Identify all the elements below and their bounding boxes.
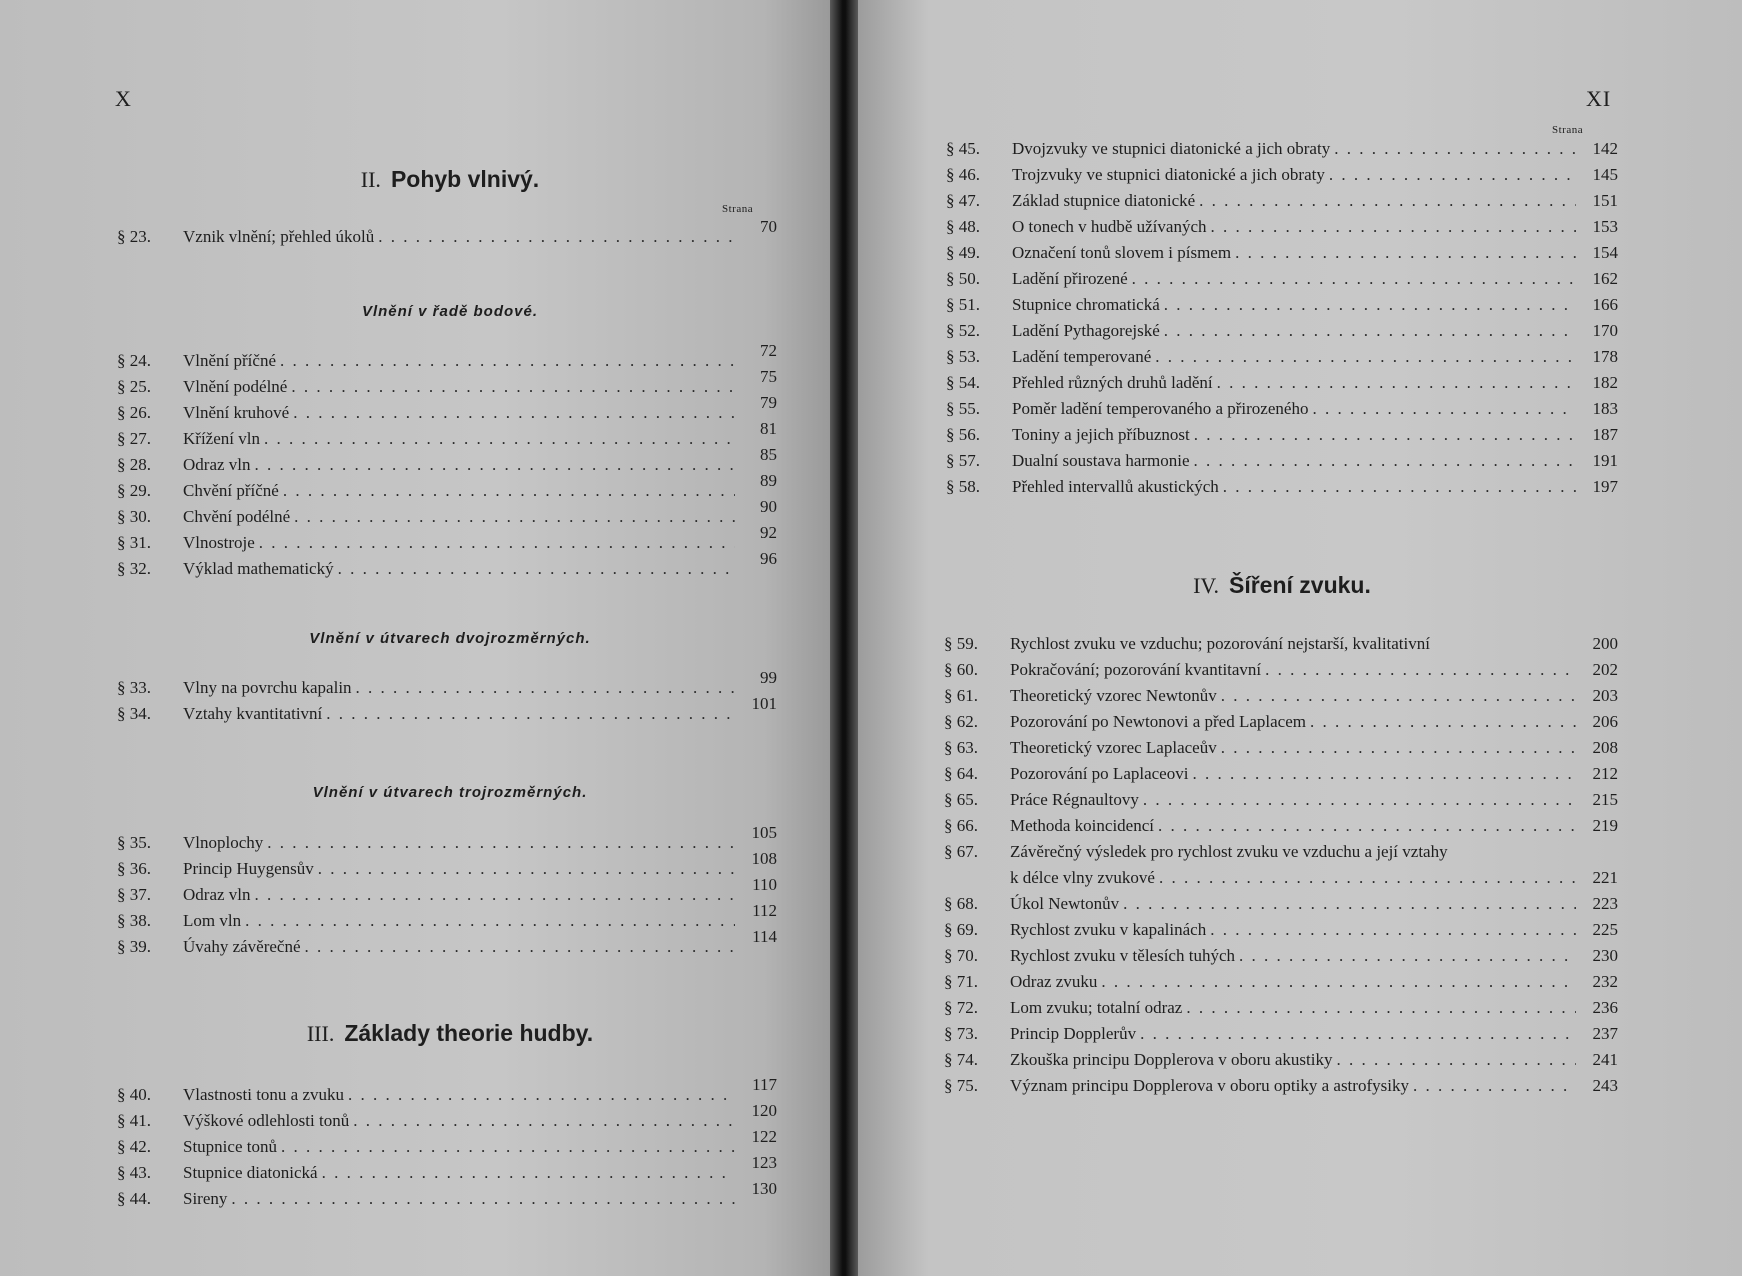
entry-title: Přehled intervallů akustických — [1012, 477, 1219, 496]
page-ref: 99 — [760, 668, 777, 687]
right-page — [858, 0, 1742, 1276]
section-number: § 71. — [944, 972, 978, 991]
section-number: § 29. — [117, 481, 151, 500]
page-ref: 178 — [1592, 347, 1618, 366]
page-ref: 70 — [760, 217, 777, 236]
page-ref: 243 — [1592, 1076, 1618, 1095]
toc-entry — [946, 240, 1618, 266]
entry-title: Vztahy kvantitativní — [183, 704, 323, 723]
dot-leader — [259, 530, 735, 556]
entry-title: Vlnění podélné — [183, 377, 288, 396]
dot-leader — [1310, 709, 1576, 735]
dot-leader — [1164, 318, 1576, 344]
section-number: § 37. — [117, 885, 151, 904]
page-ref: 85 — [760, 445, 777, 464]
section-number: § 48. — [946, 217, 980, 236]
entry-title: Princip Dopplerův — [1010, 1024, 1137, 1043]
section-number: § 56. — [946, 425, 980, 444]
toc-entry — [944, 1073, 1618, 1099]
dot-leader — [1159, 865, 1576, 891]
dot-leader — [1334, 136, 1576, 162]
subsection-title: Vlnění v útvarech trojrozměrných. — [312, 784, 588, 801]
dot-leader — [231, 1186, 735, 1212]
chapter-name: Základy theorie hudby. — [344, 1020, 594, 1046]
page-number: X — [115, 86, 132, 111]
toc-entry — [946, 474, 1618, 500]
dot-leader — [326, 701, 735, 727]
entry-title: Přehled různých druhů ladění — [1012, 373, 1213, 392]
entry-title: Poměr ladění temperovaného a přirozeného — [1012, 399, 1309, 418]
toc-entry — [117, 341, 777, 374]
section-number: § 45. — [946, 139, 980, 158]
toc-list-b — [944, 631, 1618, 1099]
toc-entry — [117, 393, 777, 426]
dot-leader — [1123, 891, 1576, 917]
section-number: § 57. — [946, 451, 980, 470]
entry-title: Vznik vlnění; přehled úkolů — [183, 227, 375, 246]
toc-entry — [117, 217, 777, 250]
dot-leader — [283, 478, 735, 504]
page-ref: 112 — [752, 901, 777, 920]
dot-leader — [1336, 1047, 1576, 1073]
toc-entry — [946, 344, 1618, 370]
dot-leader — [378, 224, 735, 250]
page-ref: 182 — [1592, 373, 1618, 392]
page-ref: 223 — [1592, 894, 1618, 913]
section-number: § 65. — [944, 790, 978, 809]
toc-entry — [946, 162, 1618, 188]
toc-entry — [117, 549, 777, 582]
entry-title: Princip Huygensův — [183, 859, 314, 878]
entry-title: Chvění příčné — [183, 481, 279, 500]
dot-leader — [280, 348, 735, 374]
entry-title: Odraz vln — [183, 885, 251, 904]
section-number: § 63. — [944, 738, 978, 757]
toc-entry — [944, 839, 1618, 865]
section-number: § 62. — [944, 712, 978, 731]
section-number: § 52. — [946, 321, 980, 340]
toc-entry — [946, 448, 1618, 474]
entry-title: Odraz zvuku — [1010, 972, 1098, 991]
section-number: § 38. — [117, 911, 151, 930]
section-number: § 30. — [117, 507, 151, 526]
dot-leader — [1155, 344, 1576, 370]
toc-entry — [944, 787, 1618, 813]
toc-entry — [944, 865, 1618, 891]
page-ref: 162 — [1592, 269, 1618, 288]
toc-entry — [944, 891, 1618, 917]
dot-leader — [1143, 787, 1576, 813]
section-number: § 72. — [944, 998, 978, 1017]
page-ref: 203 — [1592, 686, 1618, 705]
page-ref: 237 — [1592, 1024, 1618, 1043]
entry-title: Vlnostroje — [183, 533, 255, 552]
dot-leader — [1164, 292, 1576, 318]
page-ref: 215 — [1592, 790, 1618, 809]
section-number: § 61. — [944, 686, 978, 705]
entry-title: Dvojzvuky ve stupnici diatonické a jich obraty — [1012, 139, 1331, 158]
page-ref: 153 — [1592, 217, 1618, 236]
dot-leader — [293, 400, 735, 426]
dot-leader — [318, 856, 735, 882]
entry-title: Dualní soustava harmonie — [1012, 451, 1190, 470]
dot-leader — [338, 556, 735, 582]
dot-leader — [1217, 370, 1576, 396]
dot-leader — [1186, 995, 1576, 1021]
entry-title: Pozorování po Laplaceovi — [1010, 764, 1189, 783]
dot-leader — [267, 830, 735, 856]
page-number: XI — [1586, 86, 1612, 111]
section-number: § 31. — [117, 533, 151, 552]
entry-title: Sireny — [183, 1189, 228, 1208]
page-ref: 241 — [1592, 1050, 1618, 1069]
section-number: § 34. — [117, 704, 151, 723]
page-ref: 117 — [752, 1075, 777, 1094]
toc-entry — [946, 266, 1618, 292]
page-ref: 89 — [760, 471, 777, 490]
left-page — [0, 0, 830, 1276]
toc-entry — [944, 709, 1618, 735]
page-ref: 145 — [1592, 165, 1618, 184]
toc-entry — [117, 694, 777, 727]
dot-leader — [294, 504, 735, 530]
toc-entry — [117, 849, 777, 882]
entry-title: Vlnoplochy — [183, 833, 264, 852]
section-number: § 36. — [117, 859, 151, 878]
dot-leader — [255, 452, 735, 478]
entry-title: Vlnění příčné — [183, 351, 276, 370]
page-ref: 232 — [1592, 972, 1618, 991]
section-number: § 47. — [946, 191, 980, 210]
toc-entry — [117, 497, 777, 530]
page-ref: 123 — [751, 1153, 777, 1172]
strana-label: Strana — [722, 203, 754, 215]
toc-entry — [946, 292, 1618, 318]
entry-title: Lom zvuku; totalní odraz — [1010, 998, 1183, 1017]
dot-leader — [1210, 917, 1576, 943]
section-number: § 60. — [944, 660, 978, 679]
dot-leader — [291, 374, 735, 400]
toc-entry — [944, 969, 1618, 995]
page-ref: 108 — [751, 849, 777, 868]
section-number: § 58. — [946, 477, 980, 496]
page-ref: 183 — [1592, 399, 1618, 418]
section-number: § 27. — [117, 429, 151, 448]
chapter-number: II. — [360, 167, 381, 192]
section-number: § 43. — [117, 1163, 151, 1182]
toc-entry — [117, 1153, 777, 1186]
section-number: § 64. — [944, 764, 978, 783]
toc-entry — [944, 683, 1618, 709]
toc-entry — [944, 631, 1618, 657]
dot-leader — [1413, 1073, 1576, 1099]
toc-entry — [944, 761, 1618, 787]
dot-leader — [281, 1134, 735, 1160]
subsection-title: Vlnění v útvarech dvojrozměrných. — [309, 630, 591, 647]
page-ref: 122 — [751, 1127, 777, 1146]
toc-list-a — [946, 136, 1618, 500]
dot-leader — [1199, 188, 1576, 214]
toc-entry — [944, 1021, 1618, 1047]
dot-leader — [1192, 761, 1576, 787]
page-ref: 72 — [760, 341, 777, 360]
chapter-number: III. — [306, 1021, 335, 1046]
dot-leader — [264, 426, 735, 452]
page-ref: 219 — [1592, 816, 1618, 835]
toc-entry — [944, 813, 1618, 839]
page-ref: 90 — [760, 497, 777, 516]
chapter-title-4 — [946, 572, 1618, 599]
dot-leader — [1194, 448, 1576, 474]
dot-leader — [1312, 396, 1576, 422]
entry-title: k délce vlny zvukové — [1010, 868, 1155, 887]
page-ref: 105 — [751, 823, 777, 842]
toc-list-c — [117, 668, 777, 727]
toc-entry — [946, 188, 1618, 214]
entry-title: Stupnice tonů — [183, 1137, 277, 1156]
toc-entry — [944, 735, 1618, 761]
subsection-title: Vlnění v řadě bodové. — [361, 303, 539, 320]
chapter-number: IV. — [1193, 573, 1219, 598]
page-ref: 154 — [1592, 243, 1618, 262]
section-number: § 39. — [117, 937, 151, 956]
entry-title: Úkol Newtonův — [1010, 894, 1120, 913]
page-ref: 142 — [1592, 139, 1618, 158]
dot-leader — [1211, 214, 1577, 240]
page-ref: 96 — [760, 549, 777, 568]
section-number: § 51. — [946, 295, 980, 314]
section-number: § 70. — [944, 946, 978, 965]
dot-leader — [322, 1160, 735, 1186]
page-ref: 92 — [760, 523, 777, 542]
section-number: § 53. — [946, 347, 980, 366]
toc-entry — [946, 422, 1618, 448]
toc-entry — [944, 1047, 1618, 1073]
toc-list-a — [117, 217, 777, 250]
entry-title: Úvahy závěrečné — [183, 937, 301, 956]
chapter-name: Šíření zvuku. — [1229, 572, 1371, 598]
entry-title: Rychlost zvuku v kapalinách — [1010, 920, 1207, 939]
toc-entry — [117, 875, 777, 908]
toc-entry — [117, 445, 777, 478]
toc-entry — [946, 318, 1618, 344]
entry-title: Ladění přirozené — [1012, 269, 1128, 288]
page-ref: 120 — [751, 1101, 777, 1120]
dot-leader — [1101, 969, 1576, 995]
toc-entry — [946, 136, 1618, 162]
section-number: § 69. — [944, 920, 978, 939]
page-ref: 212 — [1592, 764, 1618, 783]
toc-entry — [117, 1075, 777, 1108]
entry-title: Vlny na povrchu kapalin — [183, 678, 352, 697]
dot-leader — [1235, 240, 1576, 266]
entry-title: Stupnice diatonická — [183, 1163, 318, 1182]
entry-title: Křížení vln — [183, 429, 260, 448]
section-number: § 28. — [117, 455, 151, 474]
toc-entry — [944, 995, 1618, 1021]
section-number: § 73. — [944, 1024, 978, 1043]
page-ref: 130 — [751, 1179, 777, 1198]
page-ref: 114 — [752, 927, 777, 946]
section-number: § 67. — [944, 842, 978, 861]
entry-title: Označení tonů slovem i písmem — [1012, 243, 1232, 262]
toc-list-b — [117, 341, 777, 582]
entry-title: Základ stupnice diatonické — [1012, 191, 1196, 210]
entry-title: Vlastnosti tonu a zvuku — [183, 1085, 345, 1104]
toc-entry — [946, 396, 1618, 422]
dot-leader — [353, 1108, 735, 1134]
page-ref: 110 — [752, 875, 777, 894]
entry-title: Lom vln — [183, 911, 242, 930]
page-ref: 191 — [1592, 451, 1618, 470]
toc-entry — [117, 523, 777, 556]
toc-entry — [117, 471, 777, 504]
dot-leader — [356, 675, 735, 701]
section-number: § 66. — [944, 816, 978, 835]
toc-entry — [117, 367, 777, 400]
toc-entry — [944, 943, 1618, 969]
toc-list-e — [117, 1075, 777, 1212]
page-ref: 101 — [751, 694, 777, 713]
dot-leader — [245, 908, 735, 934]
dot-leader — [1158, 813, 1576, 839]
dot-leader — [255, 882, 735, 908]
section-number: § 54. — [946, 373, 980, 392]
entry-title: Ladění temperované — [1012, 347, 1152, 366]
section-number: § 74. — [944, 1050, 978, 1069]
page-ref: 208 — [1592, 738, 1618, 757]
chapter-title-3 — [120, 1020, 780, 1047]
section-number: § 26. — [117, 403, 151, 422]
section-number: § 44. — [117, 1189, 151, 1208]
dot-leader — [1239, 943, 1576, 969]
section-number: § 25. — [117, 377, 151, 396]
toc-entry — [944, 657, 1618, 683]
section-number: § 41. — [117, 1111, 151, 1130]
section-number: § 42. — [117, 1137, 151, 1156]
chapter-name: Pohyb vlnivý. — [390, 166, 540, 192]
section-number: § 24. — [117, 351, 151, 370]
entry-title: Výklad mathematický — [183, 559, 334, 578]
toc-entry — [117, 901, 777, 934]
dot-leader — [348, 1082, 735, 1108]
dot-leader — [1221, 683, 1576, 709]
section-number: § 33. — [117, 678, 151, 697]
entry-title: Výškové odlehlosti tonů — [183, 1111, 350, 1130]
page-ref: 197 — [1592, 477, 1618, 496]
entry-title: Stupnice chromatická — [1012, 295, 1160, 314]
section-number: § 50. — [946, 269, 980, 288]
page-ref: 236 — [1592, 998, 1618, 1017]
page-ref: 225 — [1592, 920, 1618, 939]
entry-title: O tonech v hudbě užívaných — [1012, 217, 1207, 236]
dot-leader — [1140, 1021, 1576, 1047]
entry-title: Rychlost zvuku ve vzduchu; pozorování nejstarší, kvalitativní — [1010, 634, 1430, 653]
entry-title: Zkouška principu Dopplerova v oboru akustiky — [1010, 1050, 1333, 1069]
page-ref: 170 — [1592, 321, 1618, 340]
entry-title: Trojzvuky ve stupnici diatonické a jich obraty — [1012, 165, 1325, 184]
page-ref: 230 — [1592, 946, 1618, 965]
toc-entry — [117, 419, 777, 452]
section-number: § 32. — [117, 559, 151, 578]
page-ref: 206 — [1592, 712, 1618, 731]
toc-entry — [117, 1127, 777, 1160]
section-number: § 75. — [944, 1076, 978, 1095]
page-ref: 187 — [1592, 425, 1618, 444]
entry-title: Theoretický vzorec Laplaceův — [1010, 738, 1217, 757]
entry-title: Chvění podélné — [183, 507, 291, 526]
dot-leader — [1221, 735, 1576, 761]
entry-title: Rychlost zvuku v tělesích tuhých — [1010, 946, 1236, 965]
page-ref: 151 — [1592, 191, 1618, 210]
page-ref: 79 — [760, 393, 777, 412]
toc-entry — [946, 370, 1618, 396]
page-ref: 81 — [760, 419, 777, 438]
page-ref: 202 — [1592, 660, 1618, 679]
entry-title: Toniny a jejich příbuznost — [1012, 425, 1190, 444]
entry-title: Theoretický vzorec Newtonův — [1010, 686, 1217, 705]
entry-title: Odraz vln — [183, 455, 251, 474]
entry-title: Pozorování po Newtonovi a před Laplacem — [1010, 712, 1306, 731]
dot-leader — [1329, 162, 1576, 188]
entry-title: Závěrečný výsledek pro rychlost zvuku ve vzduchu a její vztahy — [1010, 842, 1448, 861]
dot-leader — [1265, 657, 1576, 683]
toc-list-d — [117, 823, 777, 960]
dot-leader — [1132, 266, 1576, 292]
chapter-title-2 — [120, 166, 780, 193]
dot-leader — [305, 934, 735, 960]
page-ref: 200 — [1592, 634, 1618, 653]
section-number: § 68. — [944, 894, 978, 913]
book-gutter — [830, 0, 858, 1276]
entry-title: Význam principu Dopplerova v oboru optiky a astrofysiky — [1010, 1076, 1409, 1095]
entry-title: Ladění Pythagorejské — [1012, 321, 1160, 340]
toc-entry — [946, 214, 1618, 240]
section-number: § 23. — [117, 227, 151, 246]
page-ref: 221 — [1592, 868, 1618, 887]
entry-title: Práce Régnaultovy — [1010, 790, 1139, 809]
toc-entry — [117, 668, 777, 701]
section-number: § 35. — [117, 833, 151, 852]
section-number: § 40. — [117, 1085, 151, 1104]
section-number: § 59. — [944, 634, 978, 653]
page-ref: 166 — [1592, 295, 1618, 314]
page-ref: 75 — [760, 367, 777, 386]
entry-title: Vlnění kruhové — [183, 403, 290, 422]
toc-entry — [117, 823, 777, 856]
dot-leader — [1223, 474, 1576, 500]
strana-label: Strana — [1552, 124, 1584, 136]
entry-title: Pokračování; pozorování kvantitavní — [1010, 660, 1262, 679]
toc-entry — [944, 917, 1618, 943]
dot-leader — [1194, 422, 1576, 448]
entry-title: Methoda koincidencí — [1010, 816, 1154, 835]
toc-entry — [117, 927, 777, 960]
section-number: § 55. — [946, 399, 980, 418]
toc-entry — [117, 1101, 777, 1134]
section-number: § 46. — [946, 165, 980, 184]
section-number: § 49. — [946, 243, 980, 262]
toc-entry — [117, 1179, 777, 1212]
